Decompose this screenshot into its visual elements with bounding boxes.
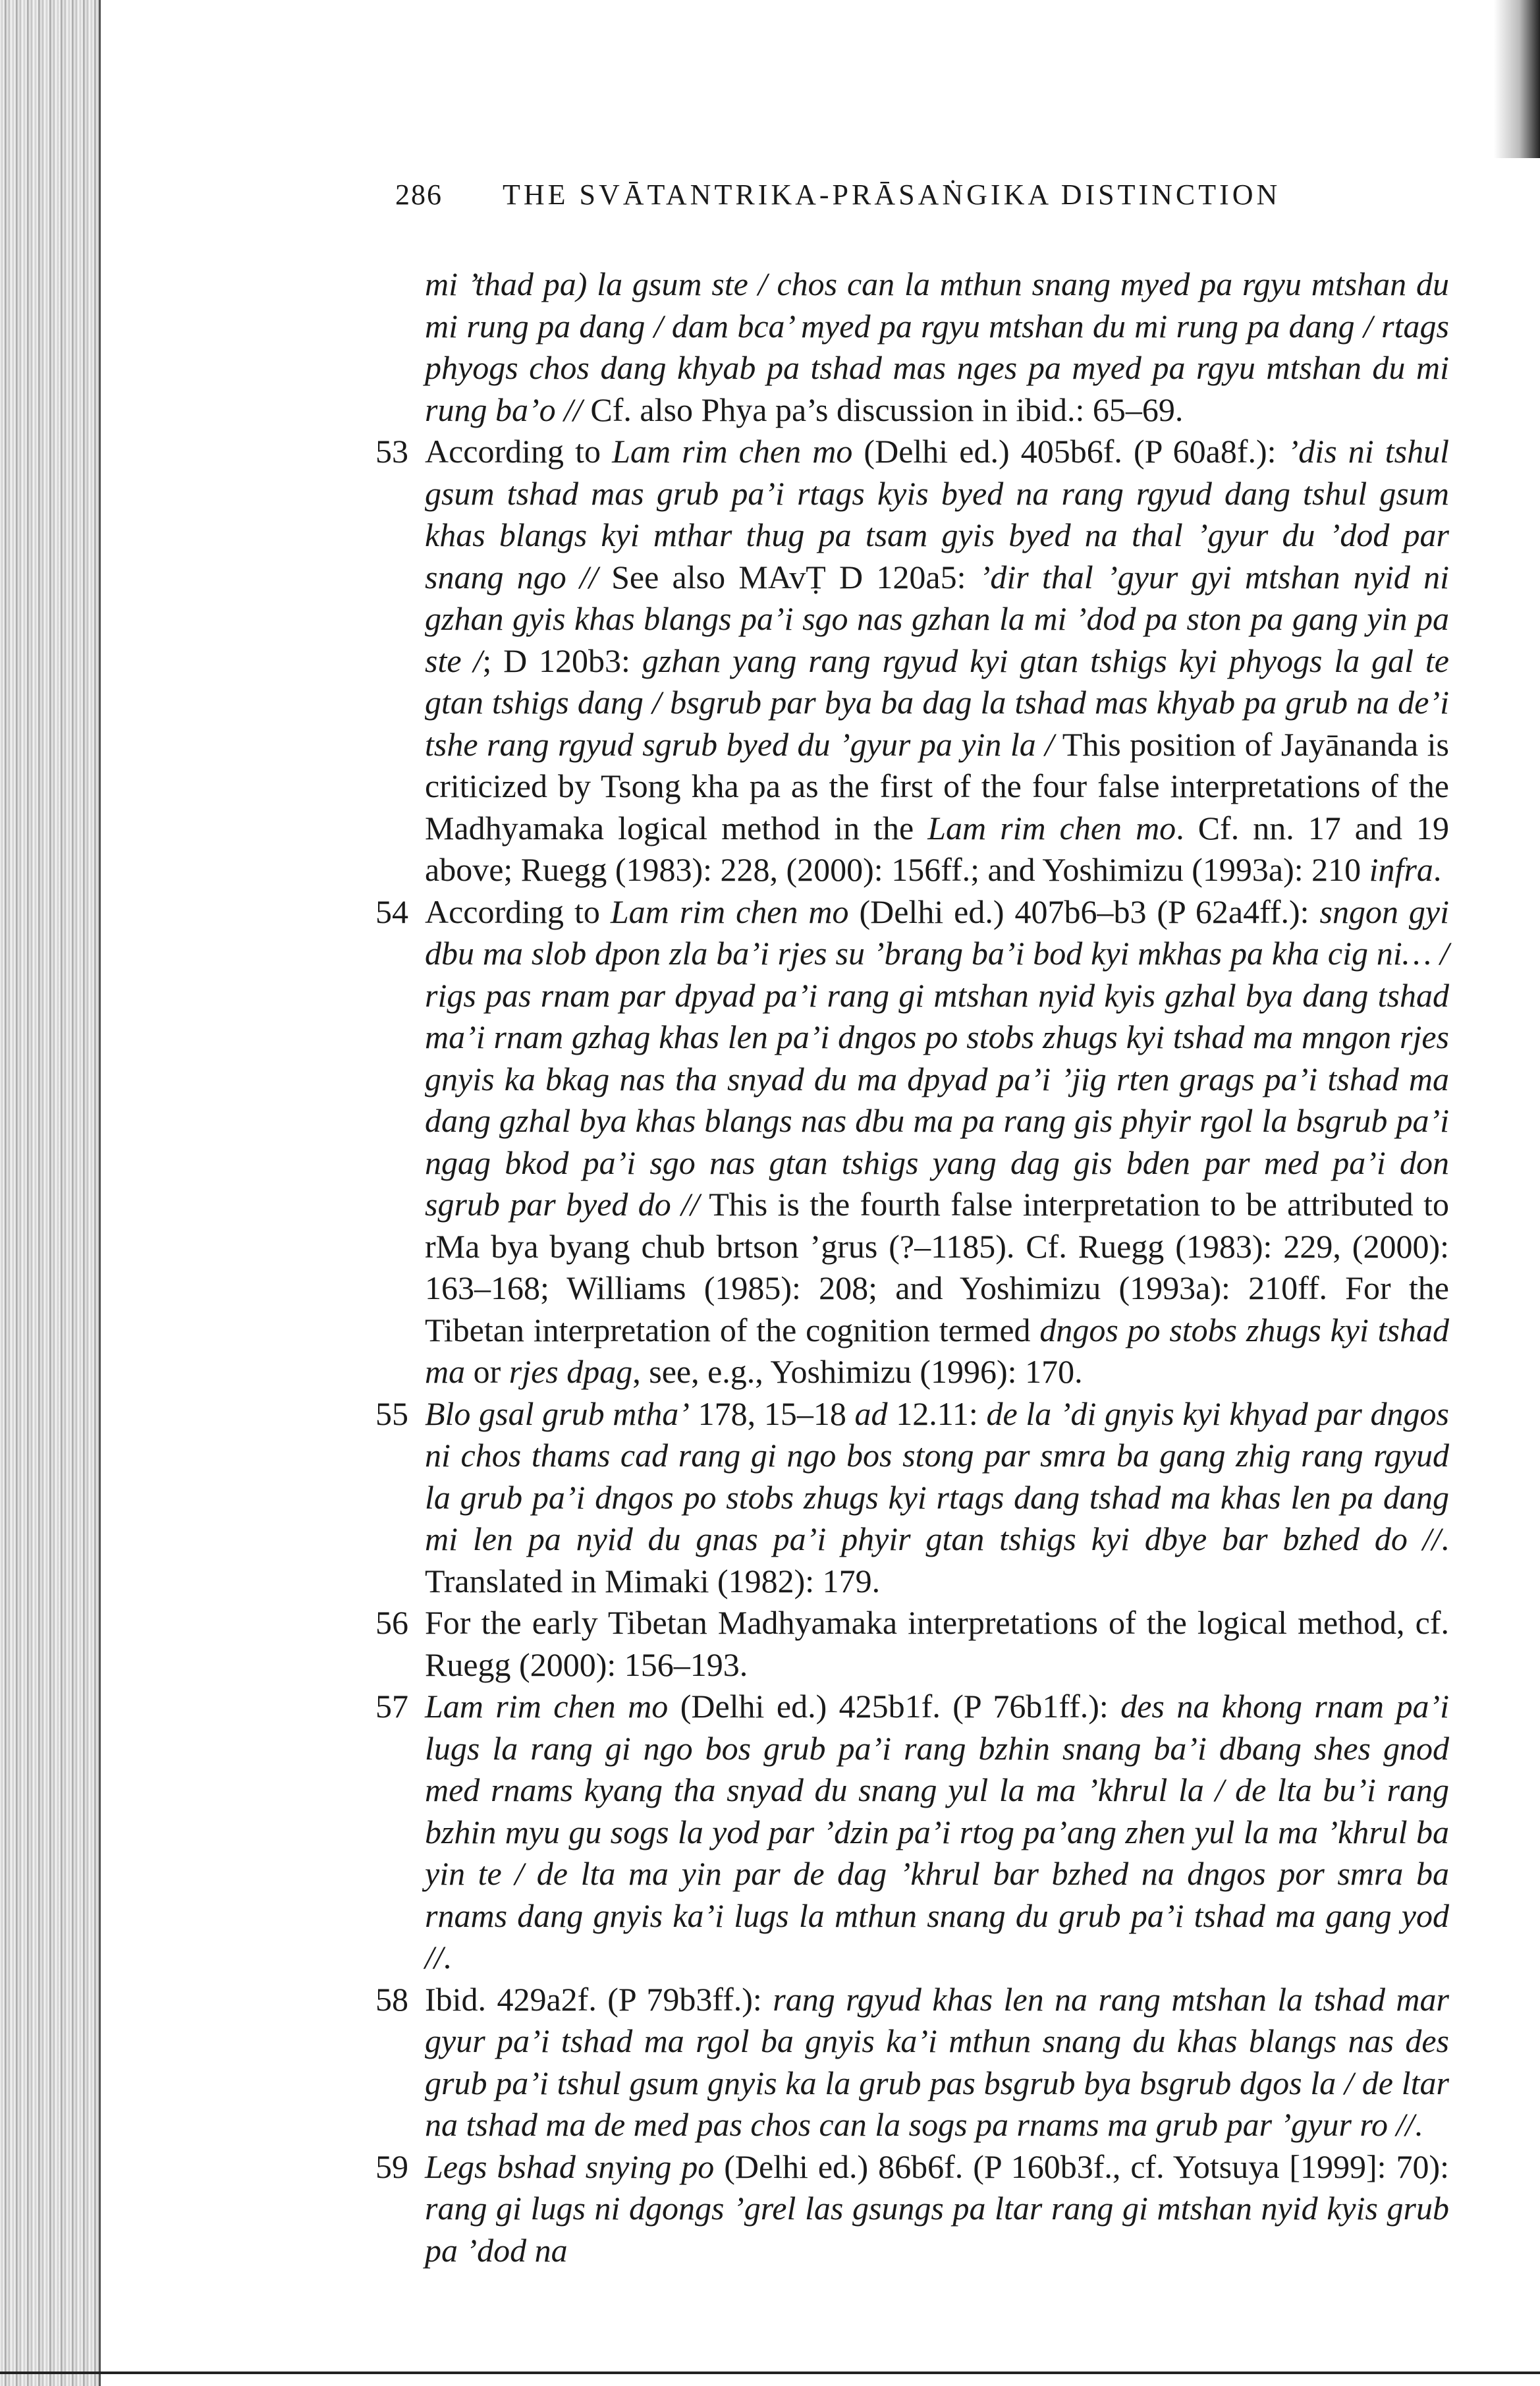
footnote-continuation — [395, 264, 1449, 431]
footnote-54 — [375, 891, 1450, 1393]
page-bottom-edge — [0, 2372, 1540, 2374]
italic-text: des na khong rnam pa’i lugs la rang gi ngo bos grub pa’i rang bzhin snang ba’i dbang shes gnod med rnams kyang tha snyad du snang yul la ma ’khrul la / de lta bu’i rang bzhin myu gu sogs la yod par ’dzin pa’i rtog pa’ang zhen yul la ma ’khrul ba yin te / de lta ma yin par de dag ’khrul bar bzhed na dngos por smra ba rnams dang gnyis ka’i lugs la mthun snang du grub pa’i tshad ma gang yod // — [425, 1688, 1449, 1976]
footnote-number: 53 — [375, 433, 408, 470]
scan-corner-shadow — [1494, 0, 1540, 158]
italic-text: rjes dpag — [509, 1353, 633, 1390]
footnote-58 — [375, 1979, 1449, 2146]
roman-text: (Delhi ed.) 405b6f. (P 60a8f.): — [852, 433, 1288, 470]
roman-text: Ibid. 429a2f. (P 79b3ff.): — [425, 1980, 773, 2018]
italic-text: mi ’thad pa) la gsum ste / chos can la mthun snang myed pa rgyu mtshan du mi rung pa dang / dam bca’ myed pa rgyu mtshan du mi rung pa dang / rtags phyogs chos dang khyab pa tshad mas nges pa myed pa rgyu mtshan du mi rung ba’o // — [425, 265, 1449, 428]
footnote-number: 59 — [375, 2148, 408, 2185]
italic-text: Blo gsal grub mtha’ — [425, 1395, 690, 1432]
roman-text: 12.11: — [887, 1395, 987, 1432]
italic-text: ad — [854, 1395, 888, 1432]
roman-text: For the early Tibetan Madhyamaka interpretations of the logical method, cf. Ruegg (2000): 156–193. — [425, 1604, 1449, 1683]
footnote-number: 55 — [375, 1395, 408, 1432]
italic-text: rang rgyud khas len na rang mtshan la tshad mar gyur pa’i tshad ma rgol ba gnyis ka’i mthun snang du khas blangs nas des grub pa’i tshul gsum gnyis ka la grub pas bsgrub bya bsgrub dgos la / de ltar na tshad ma de med pas chos can la sogs pa rnams ma grub par ’gyur ro // — [425, 1980, 1449, 2143]
footnote-number: 54 — [375, 893, 408, 930]
footnote-number: 57 — [375, 1688, 408, 1725]
italic-text: Lam rim chen mo — [610, 893, 849, 930]
roman-text: (Delhi ed.) 86b6f. (P 160b3f., cf. Yotsuya [1999]: 70): — [714, 2148, 1449, 2185]
page-number: 286 — [395, 179, 443, 211]
footnote-57 — [375, 1686, 1449, 1979]
roman-text: . — [443, 1939, 452, 1976]
italic-text: rang gi lugs ni dgongs ’grel las gsungs pa ltar rang gi mtshan nyid kyis grub pa ’dod na — [425, 2190, 1449, 2269]
roman-text: (Delhi ed.) 407b6–b3 (P 62a4ff.): — [848, 893, 1320, 930]
roman-text: (Delhi ed.) 425b1f. (P 76b1ff.): — [668, 1688, 1121, 1725]
roman-text: 178, 15–18 — [689, 1395, 855, 1432]
book-spine-edge — [0, 0, 101, 2386]
footnote-56 — [375, 1602, 1449, 1686]
italic-text: ’dir thal ’gyur gyi mtshan nyid ni gzhan gyis khas blangs pa’i sgo nas gzhan la mi ’dod pa ston pa gang yin pa ste / — [425, 558, 1450, 679]
roman-text: According to — [425, 893, 611, 930]
roman-text: or — [465, 1353, 509, 1390]
footnote-53 — [375, 431, 1450, 891]
roman-text: This is the fourth false interpretation to be attributed to rMa bya byang chub brtson ’grus (?–1185). Cf. Ruegg (1983): 229, (2000): 163–168; Williams (1985): 208; and Yoshimizu (1993a): 210ff. For the Tibetan interpretation of the cognition termed — [425, 1186, 1449, 1348]
roman-text: ; D 120b3: — [482, 642, 642, 679]
roman-text: Cf. also Phya pa’s discussion in ibid.: 65–69. — [582, 391, 1184, 428]
roman-text: . Translated in Mimaki (1982): 179. — [425, 1520, 1449, 1599]
footnote-55 — [375, 1393, 1449, 1603]
italic-text: Lam rim chen mo — [612, 433, 853, 470]
footnotes-block — [375, 264, 1450, 2271]
italic-text: Lam rim chen mo — [425, 1688, 669, 1725]
footnote-59 — [375, 2146, 1449, 2272]
roman-text: See also MAvṬ D 120a5: — [597, 558, 979, 596]
chapter-title: THE SVĀTANTRIKA-PRĀSAṄGIKA DISTINCTION — [503, 179, 1281, 211]
italic-text: sngon gyi dbu ma slob dpon zla ba’i rjes su ’brang ba’i bod kyi mkhas pa kha cig ni… / rigs pas rnam par dpyad pa’i rang gi mtshan nyid kyis gzhal bya dang tshad ma’i rnam gzhag khas len pa’i dngos po stobs zhugs kyi tshad ma mngon rjes gnyis ka bkag nas tha snyad du ma dpyad pa’i ’jig rten grags pa’i tshad ma dang gzhal bya khas blangs nas dbu ma pa rang gis phyir rgol la bsgrub pa’i ngag bkod pa’i sgo nas gtan tshigs yang dag gis bden par med pa’i don sgrub par byed do // — [425, 893, 1450, 1223]
roman-text: , see, e.g., Yoshimizu (1996): 170. — [632, 1353, 1083, 1390]
footnote-number: 56 — [375, 1604, 408, 1641]
italic-text: Legs bshad snying po — [425, 2148, 715, 2185]
roman-text: This position of Jayānanda is criticized by Tsong kha pa as the first of the four false interpretations of the Madhyamaka logical method in the — [425, 725, 1449, 846]
italic-text: infra — [1369, 851, 1433, 888]
roman-text: According to — [425, 433, 613, 470]
italic-text: gzhan yang rang rgyud kyi gtan tshigs kyi phyogs la gal te gtan tshigs dang / bsgrub par bya ba dag la tshad mas khyab pa grub na de’i tshe rang rgyud sgrub byed du ’gyur pa yin la / — [425, 642, 1449, 763]
footnote-number: 58 — [375, 1980, 408, 2018]
roman-text: . — [1433, 851, 1442, 888]
roman-text: . Cf. nn. 17 and 19 above; Ruegg (1983): 228, (2000): 156ff.; and Yoshimizu (1993a): 210 — [425, 809, 1449, 888]
italic-text: Lam rim chen mo — [927, 809, 1176, 846]
italic-text: de la ’di gnyis kyi khyad par dngos ni chos thams cad rang gi ngo bos stong par smra ba gang zhig rang rgyud la grub pa’i dngos po stobs zhugs kyi rtags dang tshad ma khas len pa dang mi len pa nyid du gnas pa’i phyir gtan tshigs kyi dbye bar bzhed do // — [425, 1395, 1449, 1557]
roman-text: . — [1414, 2106, 1423, 2143]
running-head — [395, 177, 1350, 213]
italic-text: dngos po stobs zhugs kyi tshad ma — [425, 1311, 1449, 1390]
italic-text: ’dis ni tshul gsum tshad mas grub pa’i rtags kyis byed na rang rgyud dang tshul gsum khas blangs kyi mthar thug pa tsam gyis byed na thal ’gyur du ’dod par snang ngo // — [425, 433, 1449, 596]
